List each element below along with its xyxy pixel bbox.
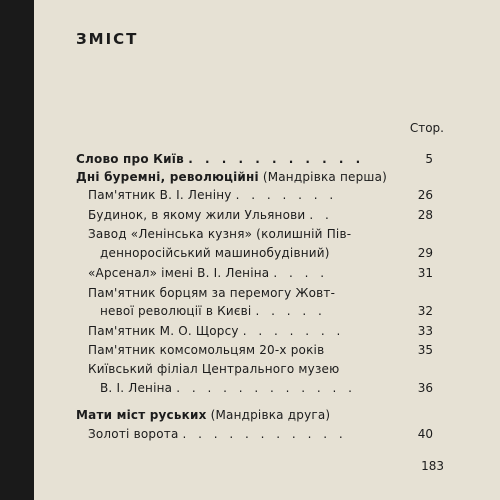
toc-entry-page: 40	[417, 427, 433, 441]
toc-entry-title: Київський філіал Центрального музею	[88, 362, 340, 376]
toc-entry-page: 35	[417, 343, 433, 357]
toc-entry-title: Золоті ворота . . . . . . . . . . .	[88, 427, 347, 441]
toc-entry-page: 31	[417, 266, 433, 280]
toc-entry-page: 33	[417, 324, 433, 338]
contents-heading: ЗМІСТ	[76, 30, 139, 48]
toc-entry-page: 28	[417, 208, 433, 222]
toc-entry-page: 5	[425, 152, 433, 166]
page-number: 183	[421, 459, 444, 473]
toc-entry-title: Пам'ятник В. І. Леніну . . . . . . .	[88, 188, 338, 202]
toc-entry-title: «Арсенал» імені В. І. Леніна . . . .	[88, 266, 329, 280]
toc-entry-title-cont: В. І. Леніна . . . . . . . . . . . .	[100, 381, 356, 395]
toc-entry-page: 32	[417, 304, 433, 318]
toc-section-title: Мати міст руських (Мандрівка друга)	[76, 408, 331, 422]
toc-entry-title-cont: денноросійський машинобудівний)	[100, 246, 330, 260]
page-column-label: Стор.	[409, 121, 444, 135]
toc-entry-title: Слово про Київ . . . . . . . . . . .	[76, 152, 365, 166]
toc-entry-title: Пам'ятник М. О. Щорсу . . . . . . .	[88, 324, 345, 338]
toc-entry-title: Пам'ятник комсомольцям 20-х років	[88, 343, 325, 357]
toc-entry-page: 36	[417, 381, 433, 395]
toc-entry-title: Будинок, в якому жили Ульянови . .	[88, 208, 333, 222]
toc-entry-title: Завод «Ленінська кузня» (колишній Пів-	[88, 227, 352, 241]
book-page	[34, 0, 500, 500]
toc-entry-page: 26	[417, 188, 433, 202]
toc-entry-title: Пам'ятник борцям за перемогу Жовт-	[88, 286, 336, 300]
toc-entry-title-cont: невої революції в Києві . . . . .	[100, 304, 326, 318]
toc-section-title: Дні буремні, революційні (Мандрівка перша)	[76, 170, 388, 184]
toc-entry-page: 29	[417, 246, 433, 260]
